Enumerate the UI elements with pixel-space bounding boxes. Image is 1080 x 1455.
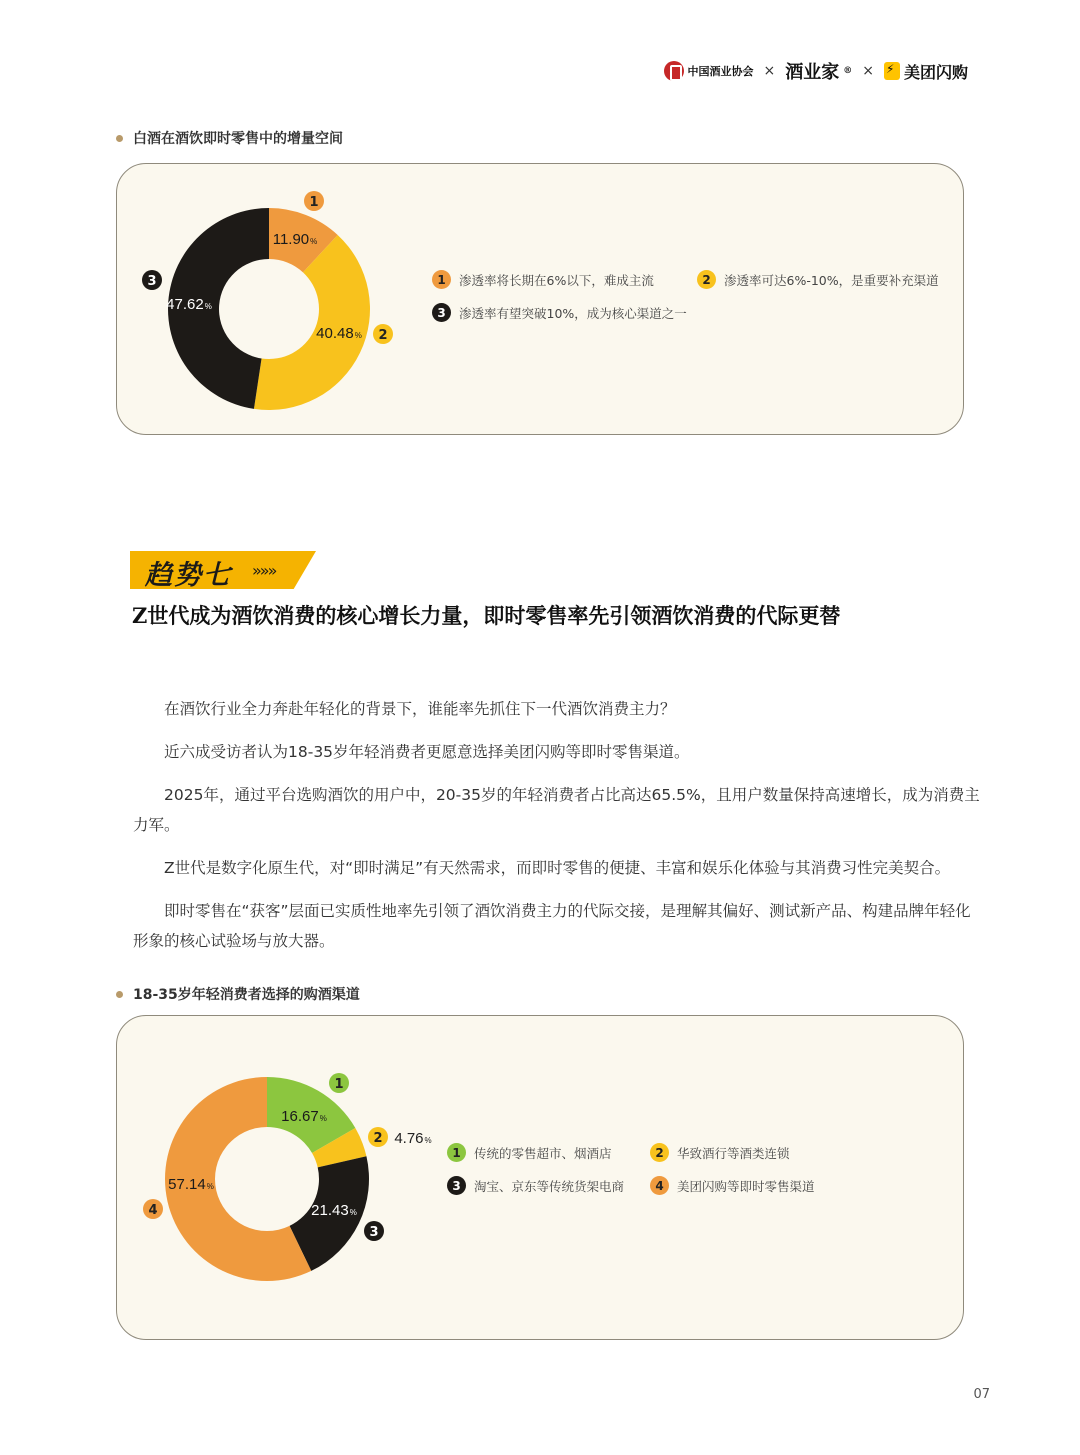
data-label: 4.76% (394, 1130, 432, 1147)
data-label: 57.14% (168, 1176, 214, 1193)
caa-logo (664, 61, 754, 81)
chevrons-icon: »»» (252, 561, 276, 580)
jiuyejia-logo (785, 58, 852, 84)
data-label: 21.43% (311, 1202, 357, 1219)
jiuyejia-logo-text: 酒业家 (785, 62, 840, 83)
logo-separator: × (862, 63, 874, 79)
legend-text: 淘宝、京东等传统货架电商 (474, 1178, 625, 1194)
chart1-donut (117, 164, 965, 436)
legend-text: 传统的零售超市、烟酒店 (474, 1145, 612, 1161)
callout-badge-number: 1 (334, 1077, 344, 1092)
chart1-legend-item (432, 303, 687, 322)
page-number: 07 (973, 1387, 990, 1402)
legend-text: 渗透率将长期在6%以下，难成主流 (459, 272, 654, 288)
callout-badge-number: 3 (369, 1225, 379, 1240)
section1-title: 白酒在酒饮即时零售中的增量空间 (133, 131, 343, 147)
callout-badge-number: 2 (373, 1131, 383, 1146)
callout-badge-number: 2 (378, 328, 388, 343)
data-label: 11.90% (272, 231, 318, 248)
logo-separator: × (763, 63, 776, 79)
legend-badge: 1 (447, 1143, 466, 1162)
legend-badge: 1 (432, 270, 451, 289)
chart2-legend-item (650, 1143, 790, 1162)
chart2-card (116, 1015, 964, 1340)
callout-badge-number: 4 (148, 1203, 158, 1218)
chart1-legend-item (697, 270, 939, 289)
legend-text: 渗透率有望突破10%，成为核心渠道之一 (459, 305, 687, 321)
meituan-flash-logo-text: 美团闪购 (903, 62, 968, 82)
data-label: 47.62% (166, 296, 212, 313)
bullet-dot-icon (116, 991, 123, 998)
legend-badge: 3 (432, 303, 451, 322)
header-logos (664, 58, 968, 84)
section1-label (116, 128, 343, 148)
paragraph: 近六成受访者认为18-35岁年轻消费者更愿意选择美团闪购等即时零售渠道。 (164, 743, 690, 761)
paragraph: 即时零售在“获客”层面已实质性地率先引领了酒饮消费主力的代际交接，是理解其偏好、测试新产品、构建品牌年轻化形象的核心试验场与放大器。 (133, 902, 971, 950)
chart1-card (116, 163, 964, 435)
meituan-flash-logo (884, 60, 968, 83)
callout-badge-number: 1 (309, 195, 319, 210)
chart2-legend-item (650, 1176, 815, 1195)
body-text (133, 694, 985, 969)
legend-text: 美团闪购等即时零售渠道 (677, 1178, 815, 1194)
section2-label (116, 984, 360, 1004)
bullet-dot-icon (116, 135, 123, 142)
legend-badge: 4 (650, 1176, 669, 1195)
legend-badge: 3 (447, 1176, 466, 1195)
lightning-bag-icon (884, 62, 900, 80)
legend-text: 渗透率可达6%-10%，是重要补充渠道 (724, 272, 939, 288)
trend-tag: 趋势七 (145, 560, 232, 591)
legend-badge: 2 (650, 1143, 669, 1162)
trend-headline: Z世代成为酒饮消费的核心增长力量，即时零售率先引领酒饮消费的代际更替 (132, 603, 841, 628)
legend-text: 华致酒行等酒类连锁 (677, 1145, 790, 1161)
paragraph: 2025年，通过平台选购酒饮的用户中，20-35岁的年轻消费者占比高达65.5%，且用户数量保持高速增长，成为消费主力军。 (133, 786, 980, 834)
section2-title: 18-35岁年轻消费者选择的购酒渠道 (133, 987, 360, 1003)
registered-mark: ® (843, 66, 853, 76)
data-label: 40.48% (316, 325, 362, 342)
data-label: 16.67% (281, 1108, 327, 1125)
callout-badge-number: 3 (147, 274, 157, 289)
caa-logo-text: 中国酒业协会 (687, 65, 754, 78)
legend-badge: 2 (697, 270, 716, 289)
paragraph: 在酒饮行业全力奔赴年轻化的背景下，谁能率先抓住下一代酒饮消费主力？ (164, 700, 676, 718)
chart2-legend-item (447, 1176, 624, 1195)
chart2-legend-item (447, 1143, 612, 1162)
paragraph: Z世代是数字化原生代，对“即时满足”有天然需求，而即时零售的便捷、丰富和娱乐化体验与其消费习性完美契合。 (164, 859, 951, 877)
chart1-legend-item (432, 270, 654, 289)
caa-logo-icon (664, 61, 684, 81)
